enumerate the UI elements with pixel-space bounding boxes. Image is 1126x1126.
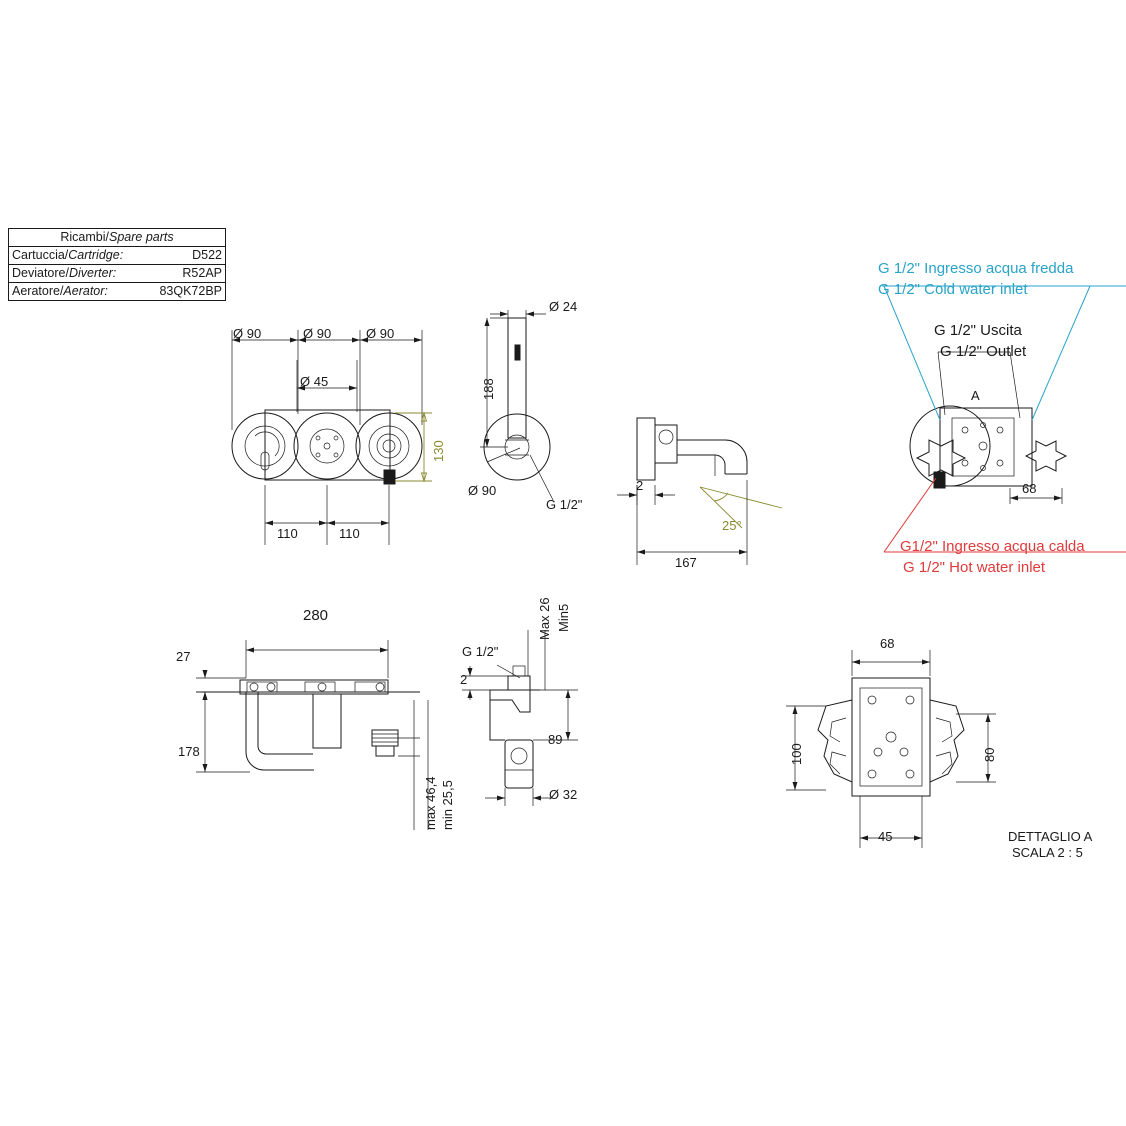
dim-min-255: min 25,5 <box>440 780 455 830</box>
dim-188: 188 <box>481 378 496 400</box>
callout-hot-it: G1/2" Ingresso acqua calda <box>900 538 1085 555</box>
dim-max-464: max 46,4 <box>423 776 438 830</box>
dim-178: 178 <box>178 744 200 759</box>
dim-d45: Ø 45 <box>300 374 329 389</box>
detail-marker-a: A <box>971 388 980 403</box>
detail-note-line2: SCALA 2 : 5 <box>1012 845 1083 860</box>
dim-2-spout: 2 <box>636 478 644 493</box>
callout-cold-it: G 1/2" Ingresso acqua fredda <box>878 260 1074 277</box>
detail-note-line1: DETTAGLIO A <box>1008 829 1093 844</box>
dim-130: 130 <box>431 440 446 462</box>
callout-outlet-en: G 1/2" Outlet <box>940 343 1027 360</box>
dim-68-detail-top: 68 <box>1022 481 1037 496</box>
dim-27: 27 <box>176 649 191 664</box>
dim-d90-right: Ø 90 <box>366 326 395 341</box>
dim-167: 167 <box>675 555 697 570</box>
callout-outlet-it: G 1/2" Uscita <box>934 322 1022 339</box>
dim-max-26: Max 26 <box>537 597 552 640</box>
header-label-en: Spare parts <box>109 230 174 244</box>
dim-d90-mid: Ø 90 <box>303 326 332 341</box>
dim-89: 89 <box>548 732 563 747</box>
detail-a-view <box>786 650 996 848</box>
dim-68-detail: 68 <box>880 636 895 651</box>
dim-d90-left: Ø 90 <box>233 326 262 341</box>
dim-25-deg: 25° <box>722 518 742 533</box>
dim-45: 45 <box>878 829 893 844</box>
dim-2-section: 2 <box>460 672 468 687</box>
dim-thread-side: G 1/2" <box>546 497 583 512</box>
diverter-label: Deviatore/Diverter: <box>9 265 146 283</box>
dim-110-left: 110 <box>277 526 298 541</box>
cartridge-value: D522 <box>145 247 225 265</box>
diverter-value: R52AP <box>145 265 225 283</box>
dim-100: 100 <box>789 743 804 765</box>
dim-80: 80 <box>982 747 997 762</box>
dim-d24: Ø 24 <box>549 299 578 314</box>
plan-view <box>196 640 428 830</box>
dim-110-right: 110 <box>339 526 360 541</box>
header-label-it: Ricambi/ <box>60 230 109 244</box>
dim-thread-section: G 1/2" <box>462 644 499 659</box>
aerator-value: 83QK72BP <box>145 283 225 301</box>
side-view <box>480 310 553 500</box>
dim-d90-side: Ø 90 <box>468 483 497 498</box>
cartridge-label: Cartuccia/Cartridge: <box>9 247 146 265</box>
dim-280: 280 <box>303 607 329 624</box>
front-view <box>232 330 432 545</box>
aerator-label: Aeratore/Aerator: <box>9 283 146 301</box>
dim-min-5: Min5 <box>556 603 571 632</box>
callout-hot-en: G 1/2" Hot water inlet <box>903 559 1046 576</box>
callout-cold-en: G 1/2" Cold water inlet <box>878 281 1028 298</box>
dim-d32: Ø 32 <box>549 787 578 802</box>
